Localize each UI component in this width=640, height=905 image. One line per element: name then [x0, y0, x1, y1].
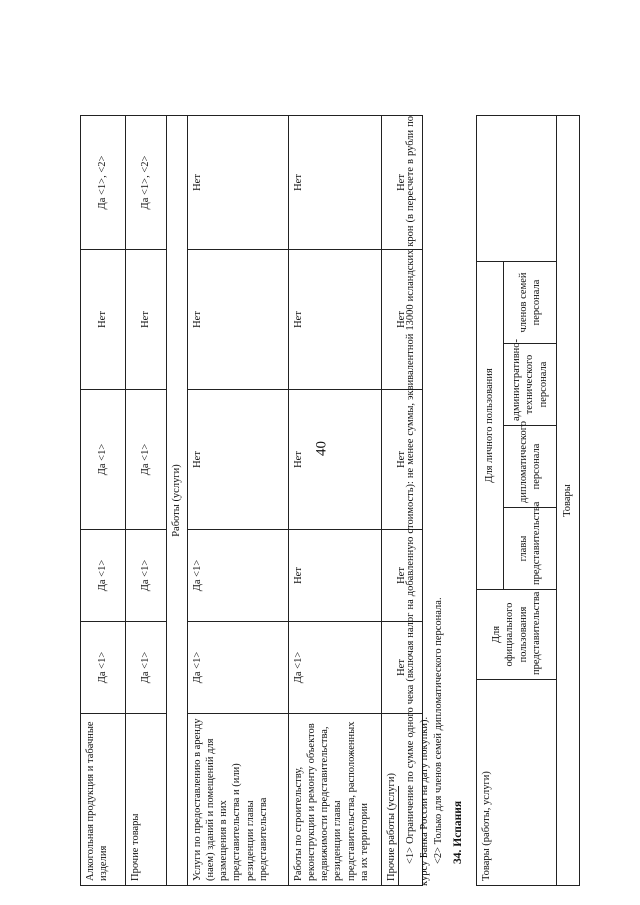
footnote-divider [398, 786, 399, 886]
section-row [167, 116, 188, 886]
header-goods-works-services: Товары (работы, услуги) [477, 680, 557, 886]
privileges-table-continued [80, 115, 423, 886]
header-empty [477, 116, 557, 262]
cell: Да <1> [81, 530, 126, 622]
table-row [289, 116, 382, 886]
section-row [557, 116, 580, 886]
row-label-rent: Услуги по предоставлению в аренду (наем) зданий и помещений для размещения в них представительства и (или) резиденции главы представительства [188, 714, 289, 886]
cell: Нет [382, 250, 423, 390]
row-label-other-works: Прочие работы (услуги) [382, 714, 423, 886]
row-label-construction: Работы по строительству, реконструкции и ремонту объектов недвижимости представительства, резиденции главы представительства, расположенных на их территории [289, 714, 382, 886]
cell: Нет [126, 250, 167, 390]
table-row [81, 116, 126, 886]
cell: Да <1> [188, 530, 289, 622]
cell: Да <1>, <2> [81, 116, 126, 250]
page-number: 40 [313, 441, 330, 456]
footnote-2: <2> Только для членов семей дипломатического персонала. [433, 597, 444, 864]
cell: Нет [81, 250, 126, 390]
table-header-row [477, 116, 504, 886]
subheader-head-of-mission: главы представительства [504, 508, 557, 590]
cell: Нет [382, 530, 423, 622]
cell: Да <1> [188, 622, 289, 714]
subheader-admin-technical-staff: административно-технического персонала [504, 344, 557, 426]
cell: Да <1>, <2> [126, 116, 167, 250]
cell: Нет [289, 390, 382, 530]
rotated-page-content [80, 100, 580, 890]
cell: Нет [188, 250, 289, 390]
cell: Да <1> [81, 390, 126, 530]
cell: Да <1> [81, 622, 126, 714]
cell: Да <1> [289, 622, 382, 714]
cell: Да <1> [126, 622, 167, 714]
table-row [188, 116, 289, 886]
cell: Нет [188, 116, 289, 250]
table-row [126, 116, 167, 886]
cell: Нет [289, 116, 382, 250]
subheader-family-members: членов семей персонала [504, 262, 557, 344]
section-title-spain: 34. Испания [452, 800, 464, 864]
cell: Нет [289, 250, 382, 390]
spain-privileges-table [476, 115, 580, 886]
header-personal-use: Для личного пользования [477, 262, 504, 590]
cell: Нет [382, 390, 423, 530]
footnote-1: <1> Ограничение по сумме одного чека (включая налог на добавленную стоимость): не менее суммы, эквивалентной 13000 исландских крон (в пересчете в рубли по курсу Банка России на дату покупки). [405, 116, 430, 886]
header-official-use: Для официального пользования представительства [477, 590, 557, 680]
row-label-alcohol: Алкогольная продукция и табачные изделия [81, 714, 126, 886]
cell: Да <1> [126, 530, 167, 622]
cell: Нет [382, 622, 423, 714]
cell: Нет [382, 116, 423, 250]
subheader-diplomatic-staff: дипломатического персонала [504, 426, 557, 508]
cell: Нет [188, 390, 289, 530]
cell: Нет [289, 530, 382, 622]
row-label-other-goods: Прочие товары [126, 714, 167, 886]
cell: Да <1> [126, 390, 167, 530]
section-label-works: Работы (услуги) [167, 116, 188, 886]
section-label-goods: Товары [557, 116, 580, 886]
